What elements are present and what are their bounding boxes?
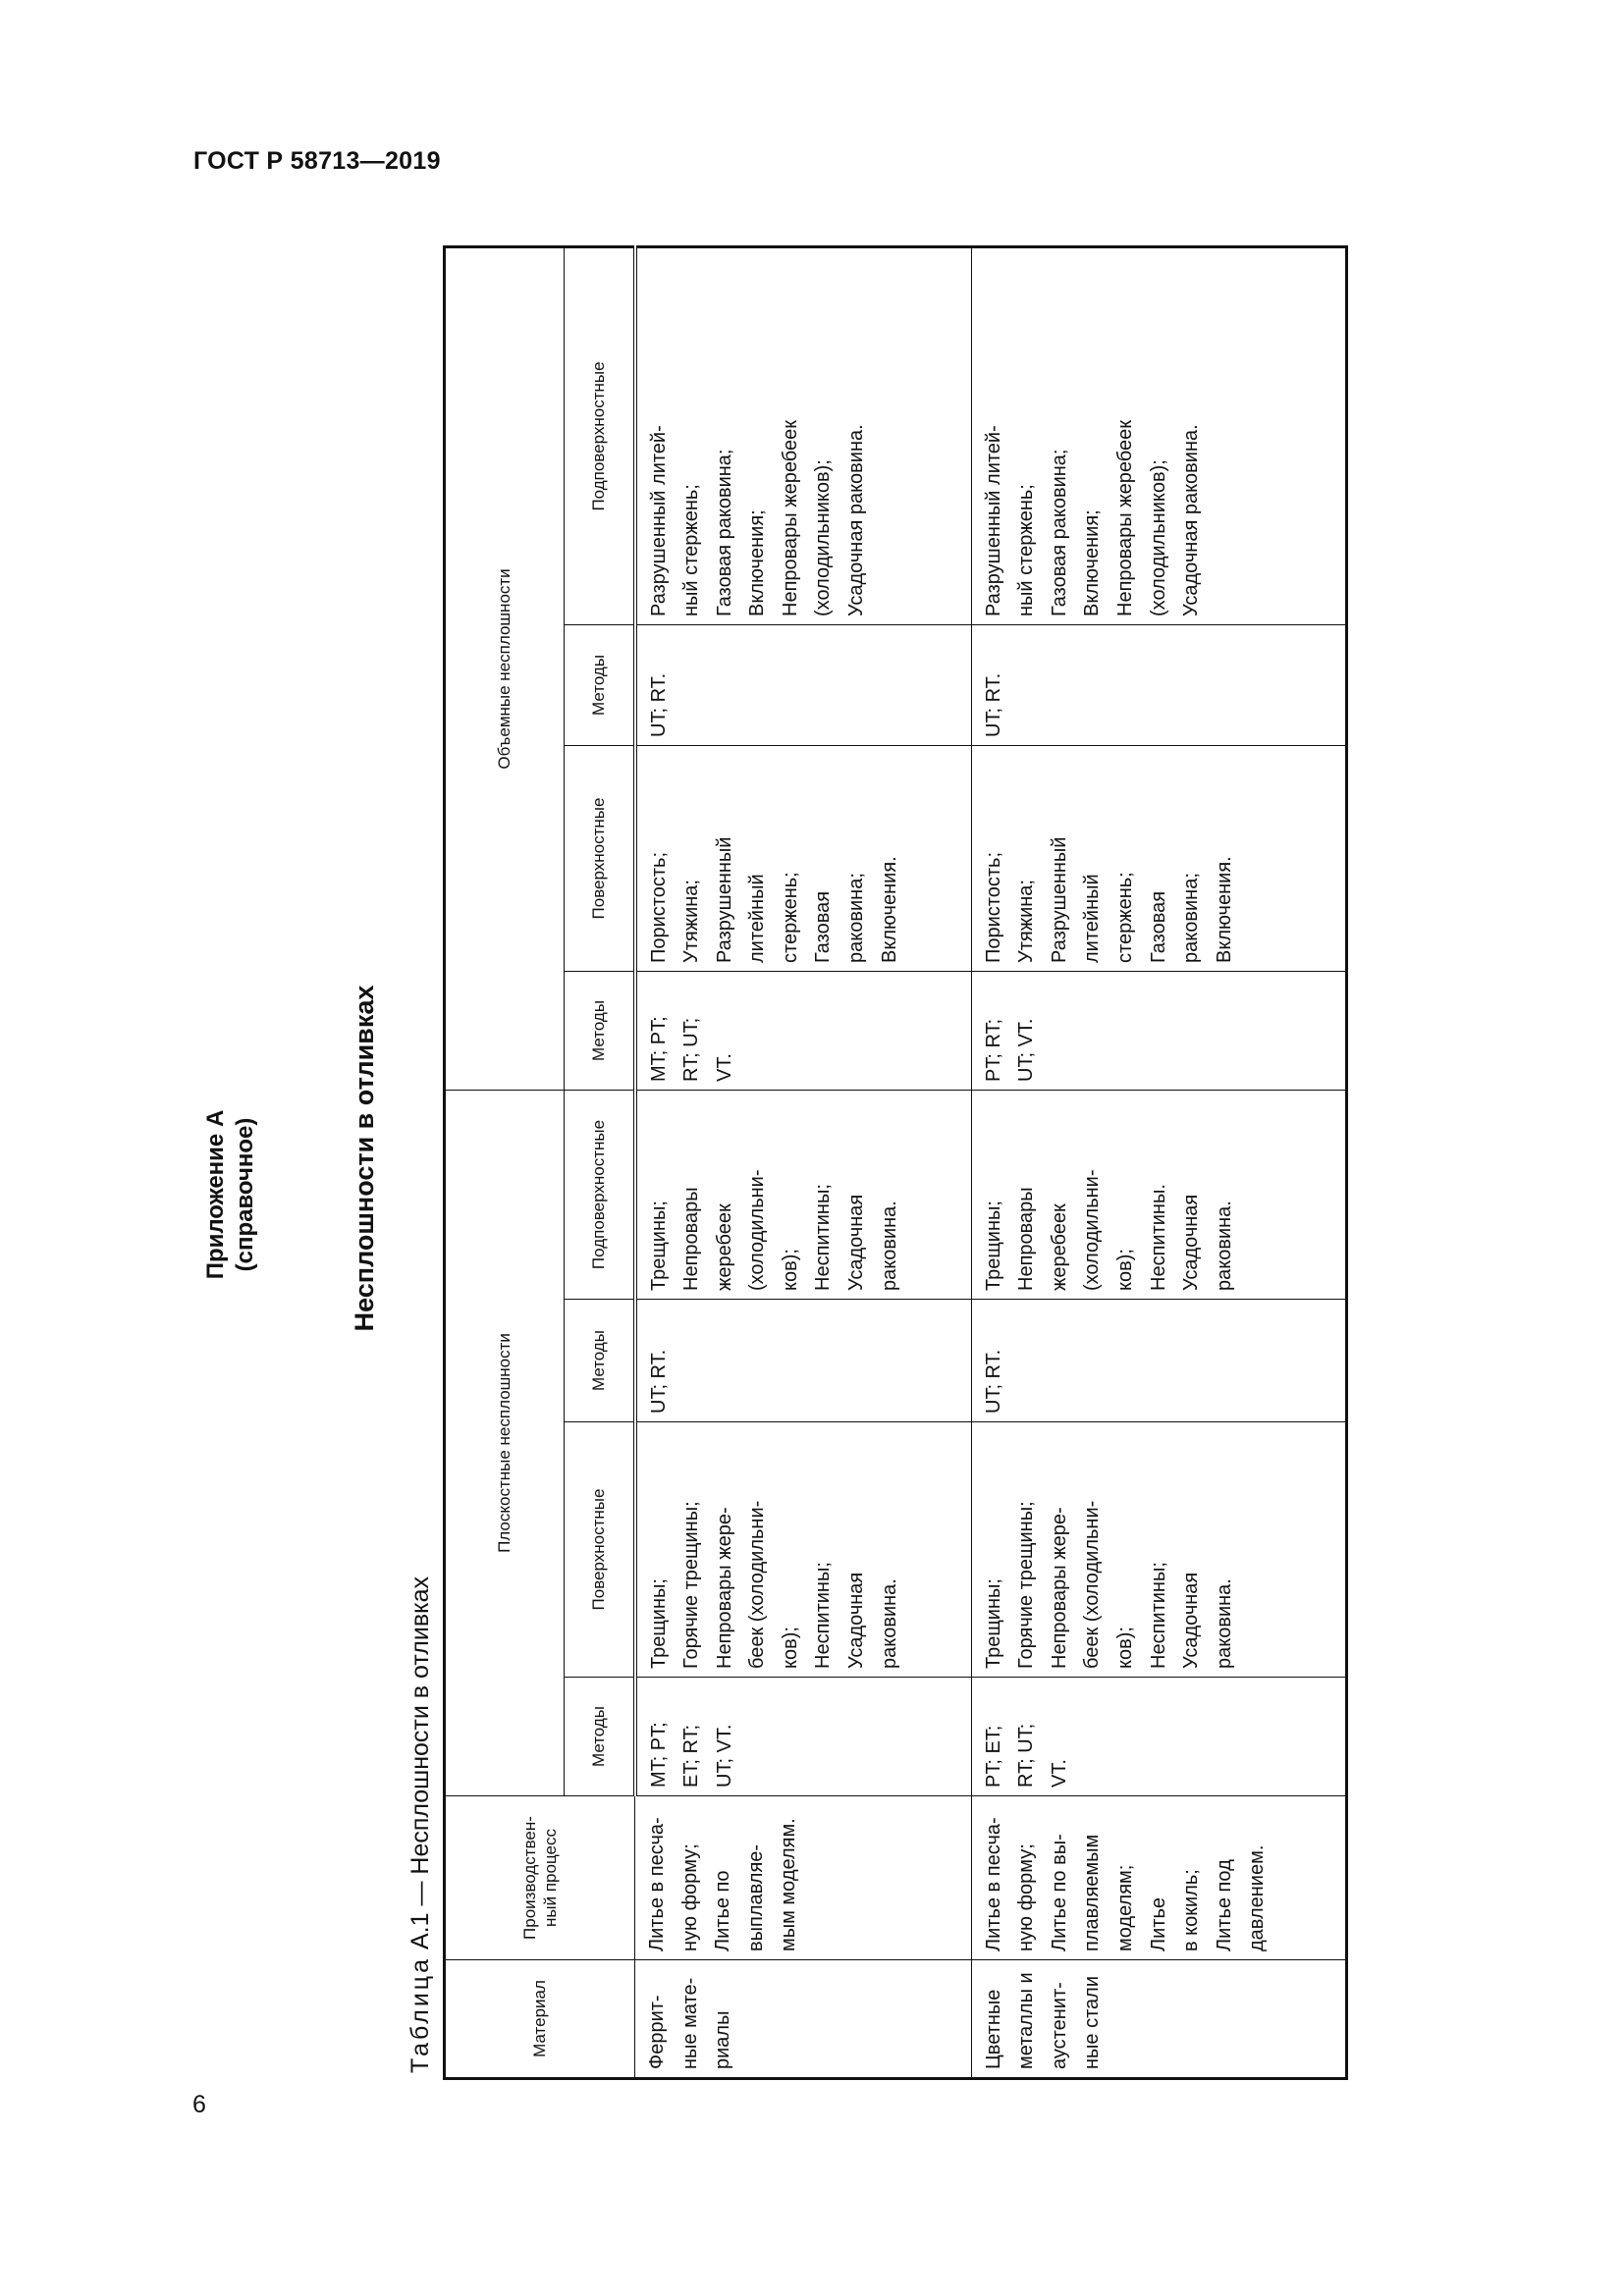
cell-line: Усадочная [845,1572,868,1669]
cell-line: стержень; [1113,872,1136,963]
cell-line: UT; VT. [713,1724,735,1788]
cell-line: аустенит- [1048,1982,1070,2069]
cell-line: Утяжина; [680,880,703,963]
cell-line: Литье [1147,1897,1169,1951]
planar-subsurface-methods-cell [971,1300,1346,1422]
cell-line: Неспитины; [812,1562,835,1669]
volumetric-subsurface-methods-cell [971,624,1346,745]
cell-line: Литье под [1213,1859,1235,1951]
process-cell [635,1796,972,1960]
cell-line: ные стали [1081,1976,1104,2069]
cell-line: ные мате- [678,1977,701,2069]
planar-subsurface-cell [971,1090,1346,1299]
cell-line: MT; PT; [647,1722,670,1788]
process-cell [971,1796,1346,1960]
header-subsurface: Подповерхностные [565,246,635,624]
cell-line: Усадочная раковина. [1180,424,1203,616]
cell-line: Газовая [1147,890,1169,963]
cell-line: VT. [713,1053,735,1082]
cell-line: MT; PT; [647,1016,670,1082]
table-row [971,246,1346,2078]
planar-surface-cell [635,1422,972,1678]
cell-line: мым моделям. [778,1818,800,1951]
planar-subsurface-methods-cell [635,1300,972,1422]
header-methods: Методы [565,971,635,1090]
cell-line: выплавляе- [744,1843,767,1951]
planar-surface-methods-cell [635,1678,972,1796]
cell-line: Неспитины. [1147,1184,1169,1291]
cell-line: ET; RT; [680,1724,703,1788]
cell-line: Неспитины; [812,1184,835,1291]
cell-line: PT; ET; [982,1725,1004,1788]
cell-line: раковина; [845,873,868,963]
planar-subsurface-cell [635,1090,972,1299]
cell-line: моделям; [1113,1864,1136,1951]
cell-line: ков); [1113,1249,1136,1291]
cell-line: Непровары жере- [1048,1507,1070,1669]
cell-line: Непровары [680,1187,703,1291]
volumetric-surface-cell [635,745,972,971]
cell-line: Непровары жере- [713,1507,735,1669]
header-methods: Методы [565,624,635,745]
cell-line: жеребеек [713,1203,735,1291]
cell-line: Горячие трещины; [1015,1501,1038,1669]
material-cell [971,1960,1346,2079]
cell-line: Газовая [812,890,835,963]
cell-line: Усадочная [845,1194,868,1291]
cell-line: Непровары жеребеек [779,420,801,616]
cell-line: Трещины; [982,1578,1004,1669]
cell-line: Пористость; [982,851,1004,963]
cell-line: стержень; [779,872,801,963]
volumetric-surface-methods-cell [635,971,972,1090]
appendix-title: Приложение А [202,1109,229,1280]
standard-header: ГОСТ Р 58713—2019 [193,147,441,175]
cell-line: UT; RT. [647,672,670,737]
cell-line: раковина. [878,1578,900,1669]
volumetric-subsurface-cell [971,246,1346,624]
cell-line: UT; VT. [1015,1018,1038,1082]
volumetric-surface-methods-cell [971,971,1346,1090]
planar-surface-cell [971,1422,1346,1678]
header-planar: Плоскостные несплошности [445,1090,565,1795]
volumetric-subsurface-cell [635,246,972,624]
cell-line: ную форму; [678,1843,701,1951]
cell-line: Усадочная [1180,1194,1203,1291]
material-cell [635,1960,972,2079]
cell-line: жеребеек [1048,1203,1070,1291]
cell-line: Горячие трещины; [680,1501,703,1669]
header-material: Материал [445,1960,635,2079]
cell-line: Непровары [1015,1187,1038,1291]
header-process: Производствен-ный процесс [445,1796,635,1960]
header-methods: Методы [565,1678,635,1796]
cell-line: PT; RT; [982,1018,1004,1082]
page-number: 6 [192,2091,206,2118]
cell-line: раковина. [1213,1578,1235,1669]
appendix-subtitle: (справочное) [232,1117,258,1272]
cell-line: Усадочная раковина. [845,424,868,616]
table-row [635,246,972,2078]
header-surface: Поверхностные [565,1422,635,1678]
cell-line: Неспитины; [1147,1562,1169,1669]
cell-line: Трещины; [647,1201,670,1291]
cell-line: литейный [746,874,769,963]
cell-line: Непровары жеребеек [1113,420,1136,616]
cell-line: давлением. [1246,1844,1269,1951]
cell-line: (холодильников); [1147,459,1169,616]
cell-line: ную форму; [1015,1843,1038,1951]
cell-line: Разрушенный [1048,836,1070,963]
cell-line: Трещины; [982,1201,1004,1291]
cell-line: ков); [779,1249,801,1291]
cell-line: RT; UT; [1015,1723,1038,1788]
cell-line: Трещины; [647,1578,670,1669]
cell-line: Феррит- [646,1995,668,2069]
cell-line: (холодильни- [746,1169,769,1291]
cell-line: ный стержень; [1015,484,1038,616]
cell-line: Включения; [746,509,769,616]
volumetric-surface-cell [971,745,1346,971]
cell-line: Разрушенный литей- [647,425,670,616]
cell-line: Утяжина; [1015,880,1038,963]
cell-line: плавляемым [1081,1834,1104,1951]
cell-line: в кокиль; [1180,1869,1203,1951]
cell-line: Газовая раковина; [1048,449,1070,616]
cell-line: Разрушенный [713,836,735,963]
cell-line: беек (холодильни- [1081,1500,1104,1669]
cell-line: риалы [712,2010,734,2069]
cell-line: раковина; [1180,873,1203,963]
cell-line: VT. [1048,1759,1070,1788]
cell-line: (холодильников); [812,459,835,616]
cell-line: Литье по [712,1870,734,1951]
cell-line: Включения. [878,856,900,963]
caption-rest: А.1 — Несплошности в отливках [406,1576,434,1956]
cell-line: ный стержень; [680,484,703,616]
cell-line: Усадочная [1180,1572,1203,1669]
planar-surface-methods-cell [971,1678,1346,1796]
cell-line: Литье в песча- [646,1817,668,1951]
cell-line: раковина. [878,1201,900,1291]
volumetric-subsurface-methods-cell [635,624,972,745]
cell-line: Включения; [1081,509,1104,616]
appendix-heading [201,213,260,2176]
cell-line: UT; RT. [982,1349,1004,1414]
cell-line: ков); [779,1627,801,1669]
cell-line: металлы и [1015,1972,1038,2069]
cell-line: (холодильни- [1081,1169,1104,1291]
cell-line: литейный [1081,874,1104,963]
cell-line: Пористость; [647,851,670,963]
cell-line: ков); [1113,1627,1136,1669]
cell-line: UT; RT. [982,672,1004,737]
table-caption [406,1576,435,2073]
header-methods: Методы [565,1300,635,1422]
cell-line: Включения. [1213,856,1235,963]
caption-prefix: Таблица [406,1955,434,2073]
header-volumetric: Объемные несплошности [445,246,565,1090]
cell-line: Цветные [982,1989,1004,2069]
cell-line: Литье по вы- [1048,1834,1070,1951]
discontinuity-table [443,245,1348,2080]
cell-line: раковина. [1213,1201,1235,1291]
cell-line: Литье в песча- [982,1817,1004,1951]
header-subsurface: Подповерхностные [565,1090,635,1299]
header-surface: Поверхностные [565,745,635,971]
cell-line: UT; RT. [647,1349,670,1414]
cell-line: RT; UT; [680,1017,703,1082]
cell-line: Газовая раковина; [713,449,735,616]
cell-line: беек (холодильни- [746,1500,769,1669]
cell-line: Разрушенный литей- [982,425,1004,616]
section-title: Несплошности в отливках [350,985,379,1332]
